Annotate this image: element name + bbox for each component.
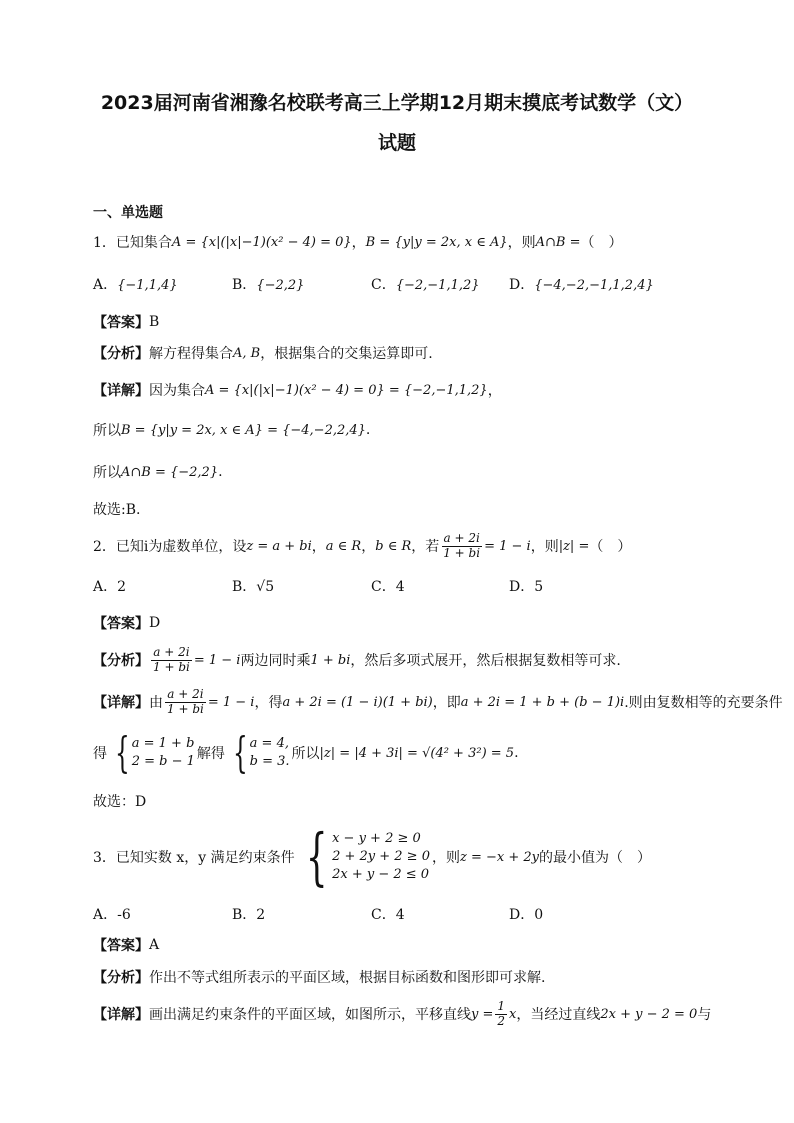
q3-option-a: A．-6 bbox=[93, 907, 131, 923]
q2-system-2: { a = 4, b = 3. bbox=[232, 728, 290, 777]
q2-l2-math: |z| = |4 + 3i| = √(4² + 3²) = 5 bbox=[319, 745, 515, 761]
q2-chosen: 故选：D bbox=[93, 794, 147, 810]
q2-option-d: D．5 bbox=[509, 579, 544, 595]
q1-intersection: A∩B = bbox=[535, 234, 581, 250]
q1-detail-a: 因为集合 bbox=[149, 383, 205, 399]
page-title-line2: 试题 bbox=[377, 132, 416, 154]
q1-line2-b: . bbox=[365, 422, 371, 438]
q1-option-d: D．{−4,−2,−1,1,2,4} bbox=[509, 277, 654, 293]
q2-detail bbox=[93, 688, 783, 717]
q1-detail-line2 bbox=[93, 420, 370, 440]
analysis-tag: 【分析】 bbox=[93, 970, 149, 986]
q2-analysis-m: 1 + bi bbox=[310, 652, 351, 668]
q3-constraints: { x − y + 2 ≥ 0 2 + 2y + 2 ≥ 0 2x + y − 2 ≤ 0 bbox=[305, 820, 430, 893]
q2-detail-m1: a + 2i = (1 − i)(1 + bi) bbox=[282, 694, 433, 710]
answer-tag: 【答案】 bbox=[93, 616, 149, 632]
q1-stem-b: ，则 bbox=[507, 235, 536, 251]
q3-detail-y: y = bbox=[471, 1006, 494, 1022]
q2-detail-fraction: $\frac{a + 2i}{1 + bi}$ bbox=[167, 687, 204, 716]
q3-stem-b: ，则 bbox=[431, 850, 460, 866]
question-2-options bbox=[0, 576, 794, 596]
q2-s4: ，则 bbox=[530, 539, 559, 556]
q1-answer-value: B bbox=[149, 314, 160, 330]
answer-tag: 【答案】 bbox=[93, 938, 149, 954]
q3-objective: z = −x + 2y bbox=[459, 849, 539, 865]
q2-analysis-fraction: $\frac{a + 2i}{1 + bi}$ bbox=[153, 645, 190, 674]
q2-answer-value: D bbox=[149, 615, 161, 631]
q2-s2: ， bbox=[361, 539, 376, 556]
q1-option-b: B．{−2,2} bbox=[232, 277, 305, 293]
question-1-options bbox=[0, 274, 794, 294]
q1-stem-a: 1．已知集合 bbox=[93, 235, 172, 251]
q2-b-real: b ∈ R bbox=[375, 538, 412, 554]
q2-analysis-rhs: = 1 − i bbox=[193, 652, 241, 668]
q2-option-c: C．4 bbox=[371, 579, 405, 595]
q1-line3-b: . bbox=[218, 464, 223, 480]
q3-analysis bbox=[93, 967, 545, 987]
q2-l2-c: 所以 bbox=[291, 746, 320, 762]
q3-detail-b: ，当经过直线 bbox=[516, 1007, 601, 1024]
q1-detail-math: A = {x|(|x|−1)(x² − 4) = 0} = {−2,−1,1,2} bbox=[205, 382, 488, 398]
q1-detail bbox=[93, 380, 502, 400]
detail-tag: 【详解】 bbox=[93, 1007, 149, 1024]
q2-detail-line2 bbox=[93, 728, 519, 777]
q1-paren: （ ） bbox=[580, 235, 623, 251]
q1-detail-line3 bbox=[93, 462, 223, 482]
answer-tag: 【答案】 bbox=[93, 315, 149, 331]
q2-analysis-b: ，然后多项式展开，然后根据复数相等可求. bbox=[350, 653, 621, 670]
q2-abs-z: |z| = bbox=[558, 538, 590, 554]
q3-detail bbox=[93, 1000, 711, 1029]
q2-s1: ， bbox=[311, 539, 326, 556]
page-title: 2023届河南省湘豫名校联考高三上学期12月期末摸底考试数学（文） bbox=[100, 92, 694, 114]
q3-stem-c: 的最小值为（ ） bbox=[539, 850, 651, 866]
q2-analysis bbox=[93, 646, 621, 675]
q2-l2-a: 得 bbox=[93, 746, 107, 762]
q1-analysis-a: 解方程得集合 bbox=[149, 346, 233, 362]
q1-sep: ， bbox=[351, 235, 366, 251]
q3-stem-a: 3．已知实数 x，y 满足约束条件 bbox=[93, 850, 295, 866]
q1-answer bbox=[93, 312, 159, 332]
analysis-tag: 【分析】 bbox=[93, 346, 149, 362]
q2-a-real: a ∈ R bbox=[325, 538, 362, 554]
q3-analysis-text: 作出不等式组所表示的平面区域，根据目标函数和图形即可求解. bbox=[149, 970, 546, 986]
q3-answer bbox=[93, 935, 159, 955]
q1-line2-a: 所以 bbox=[93, 423, 121, 439]
q1-line3-a: 所以 bbox=[93, 465, 121, 481]
q1-option-c: C．{−2,−1,1,2} bbox=[371, 277, 480, 293]
q2-detail-m2: a + 2i = 1 + b + (b − 1)i bbox=[460, 694, 625, 710]
q2-s3: ，若 bbox=[411, 539, 440, 556]
question-3-options bbox=[0, 904, 794, 924]
q2-option-b: B．√5 bbox=[232, 579, 275, 595]
q3-detail-m: 2x + y − 2 = 0 bbox=[600, 1006, 698, 1022]
q3-option-c: C．4 bbox=[371, 907, 405, 923]
q2-stem-a: 2．已知i为虚数单位，设 bbox=[93, 539, 247, 556]
q1-detail-b: ， bbox=[487, 383, 502, 399]
detail-tag: 【详解】 bbox=[93, 383, 149, 399]
q3-option-d: D．0 bbox=[509, 907, 544, 923]
q1-line2-math: B = {y|y = 2x, x ∈ A} = {−4,−2,2,4} bbox=[121, 422, 366, 438]
q1-analysis bbox=[93, 343, 433, 363]
q2-detail-b: ，得 bbox=[254, 695, 283, 712]
analysis-tag: 【分析】 bbox=[93, 653, 149, 670]
question-1-stem bbox=[93, 232, 622, 252]
q2-answer bbox=[93, 613, 160, 633]
q2-system-1: { a = 1 + b 2 = b − 1 bbox=[115, 728, 195, 777]
section-heading: 一、单选题 bbox=[93, 205, 163, 221]
q2-z: z = a + bi bbox=[246, 538, 312, 554]
q1-line3-math: A∩B = {−2,2} bbox=[121, 464, 219, 480]
q3-detail-fraction: $\frac{1}{2}$ bbox=[497, 999, 506, 1028]
question-2-stem bbox=[93, 532, 631, 561]
q2-analysis-a: 两边同时乘 bbox=[240, 653, 311, 670]
q2-detail-rhs: = 1 − i bbox=[207, 694, 255, 710]
q1-analysis-math: A, B bbox=[233, 345, 261, 361]
q3-detail-c: 与 bbox=[697, 1007, 712, 1024]
q1-analysis-b: ，根据集合的交集运算即可. bbox=[260, 346, 433, 362]
q3-detail-a: 画出满足约束条件的平面区域，如图所示，平移直线 bbox=[149, 1007, 471, 1024]
q2-fraction: $\frac{a + 2i}{1 + bi}$ bbox=[443, 531, 481, 560]
q2-l2-d: . bbox=[514, 745, 519, 761]
q3-detail-x: x bbox=[509, 1006, 517, 1022]
q1-chosen: 故选:B. bbox=[93, 502, 141, 518]
q2-detail-c: ，即 bbox=[432, 695, 461, 712]
q1-set-b: B = {y|y = 2x, x ∈ A} bbox=[365, 234, 508, 250]
q2-eq-rhs: = 1 − i bbox=[484, 538, 531, 554]
q2-paren: （ ） bbox=[589, 539, 632, 556]
q1-set-a: A = {x|(|x|−1)(x² − 4) = 0} bbox=[171, 234, 352, 250]
q1-option-a: A．{−1,1,4} bbox=[93, 277, 178, 293]
q2-detail-d: .则由复数相等的充要条件 bbox=[624, 695, 783, 712]
q3-option-b: B．2 bbox=[232, 907, 266, 923]
q2-option-a: A．2 bbox=[93, 579, 127, 595]
q2-l2-b: 解得 bbox=[196, 746, 225, 762]
question-3-stem bbox=[93, 820, 651, 893]
detail-tag: 【详解】 bbox=[93, 695, 149, 712]
q3-answer-value: A bbox=[149, 937, 160, 953]
q2-detail-a: 由 bbox=[149, 695, 163, 712]
